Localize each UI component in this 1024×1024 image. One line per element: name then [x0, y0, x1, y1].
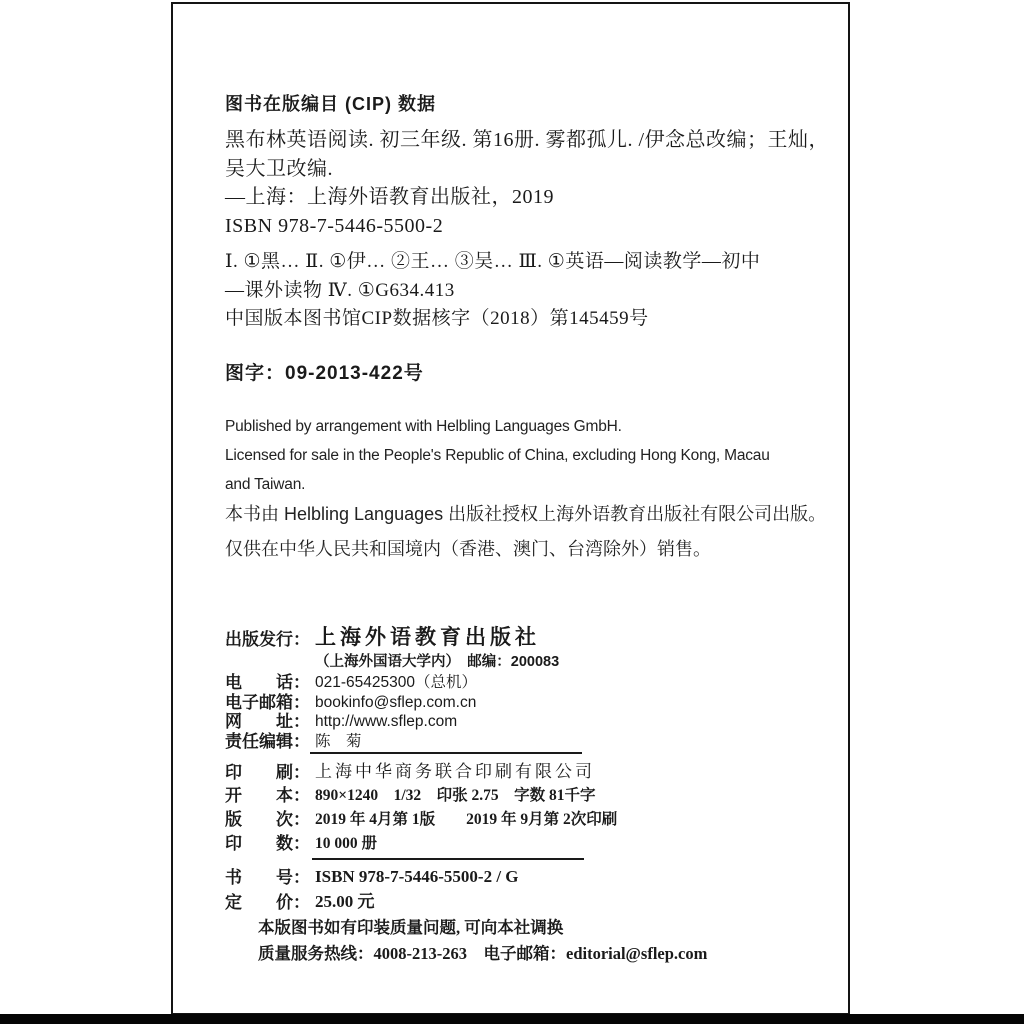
price-row — [225, 889, 519, 914]
printer-label: 印 刷： — [225, 763, 310, 782]
website-row — [225, 712, 559, 732]
publisher-name: 上海外语教育出版社 — [315, 625, 540, 649]
isbn-row — [225, 864, 519, 889]
publisher-label: 出版发行： — [225, 630, 310, 649]
website-value: http://www.sflep.com — [315, 713, 458, 730]
license-english-line: and Taiwan. — [225, 476, 306, 493]
divider-line — [310, 752, 582, 754]
license-chinese-block — [225, 497, 826, 567]
isbn-price-block — [225, 864, 519, 914]
cip-heading: 图书在版编目 (CIP) 数据 — [225, 94, 436, 114]
publisher-address: （上海外国语大学内） 邮编：200083 — [315, 654, 560, 670]
impression-row — [225, 832, 617, 856]
divider-line — [312, 858, 584, 860]
publisher-info-block — [225, 622, 559, 751]
price-value: 25.00 元 — [315, 892, 375, 911]
editor-row — [225, 732, 559, 752]
editor-value: 陈 菊 — [315, 732, 362, 750]
cip-record-block — [225, 126, 829, 240]
format-row — [225, 784, 617, 808]
email-label: 电子邮箱： — [225, 692, 310, 712]
license-chinese-line: 仅供在中华人民共和国境内（香港、澳门、台湾除外）销售。 — [225, 539, 711, 559]
editor-label: 责任编辑： — [225, 731, 310, 751]
cip-classification-block — [225, 248, 760, 334]
email-row — [225, 693, 559, 713]
format-label: 开 本： — [225, 786, 310, 805]
phone-row — [225, 673, 559, 693]
isbn-value: ISBN 978-7-5446-5500-2 / G — [315, 867, 519, 886]
license-english-block — [225, 412, 770, 499]
format-value: 890×1240 1/32 印张 2.75 字数 81千字 — [315, 787, 596, 804]
printer-row — [225, 760, 617, 784]
publisher-row — [225, 622, 559, 652]
email-value: bookinfo@sflep.com.cn — [315, 693, 477, 711]
quality-notice-line: 质量服务热线：4008-213-263 电子邮箱：editorial@sflep.com — [258, 944, 708, 963]
copyright-registration-number: 图字：09-2013-422号 — [225, 363, 424, 384]
cip-classification-line: Ⅰ. ①黑… Ⅱ. ①伊… ②王… ③吴… Ⅲ. ①英语—阅读教学—初中 — [225, 251, 761, 272]
license-english-line: Licensed for sale in the People's Republic of China, excluding Hong Kong, Macau — [225, 447, 770, 464]
phone-label: 电 话： — [225, 673, 310, 692]
cip-record-line: 吴大卫改编. — [225, 157, 333, 180]
cip-record-line: —上海：上海外语教育出版社，2019 — [225, 186, 554, 208]
phone-value: 021-65425300（总机） — [315, 674, 477, 691]
quality-notice-line: 本版图书如有印装质量问题, 可向本社调换 — [258, 918, 564, 937]
cip-record-line: 黑布林英语阅读. 初三年级. 第16册. 雾都孤儿. /伊念总改编；王灿， — [225, 129, 830, 151]
cip-record-line: ISBN 978-7-5446-5500-2 — [225, 214, 444, 237]
impression-value: 10 000 册 — [315, 835, 378, 852]
scan-edge-bar — [0, 1014, 1024, 1024]
website-label: 网 址： — [225, 712, 310, 731]
quality-notice-block — [258, 915, 707, 967]
license-english-line: Published by arrangement with Helbling Languages GmbH. — [225, 418, 622, 435]
cip-classification-line: —课外读物 Ⅳ. ①G634.413 — [225, 279, 455, 301]
edition-value: 2019 年 4月第 1版 2019 年 9月第 2次印刷 — [315, 811, 618, 828]
isbn-label: 书 号： — [225, 868, 310, 887]
printing-info-block — [225, 760, 617, 856]
price-label: 定 价： — [225, 893, 310, 912]
impression-label: 印 数： — [225, 834, 310, 853]
printer-value: 上海中华商务联合印刷有限公司 — [315, 762, 595, 781]
edition-label: 版 次： — [225, 810, 310, 829]
license-chinese-line: 本书由 Helbling Languages 出版社授权上海外语教育出版社有限公司出版。 — [225, 504, 827, 524]
cip-classification-line: 中国版本图书馆CIP数据核字（2018）第145459号 — [225, 308, 649, 329]
edition-row — [225, 808, 617, 832]
